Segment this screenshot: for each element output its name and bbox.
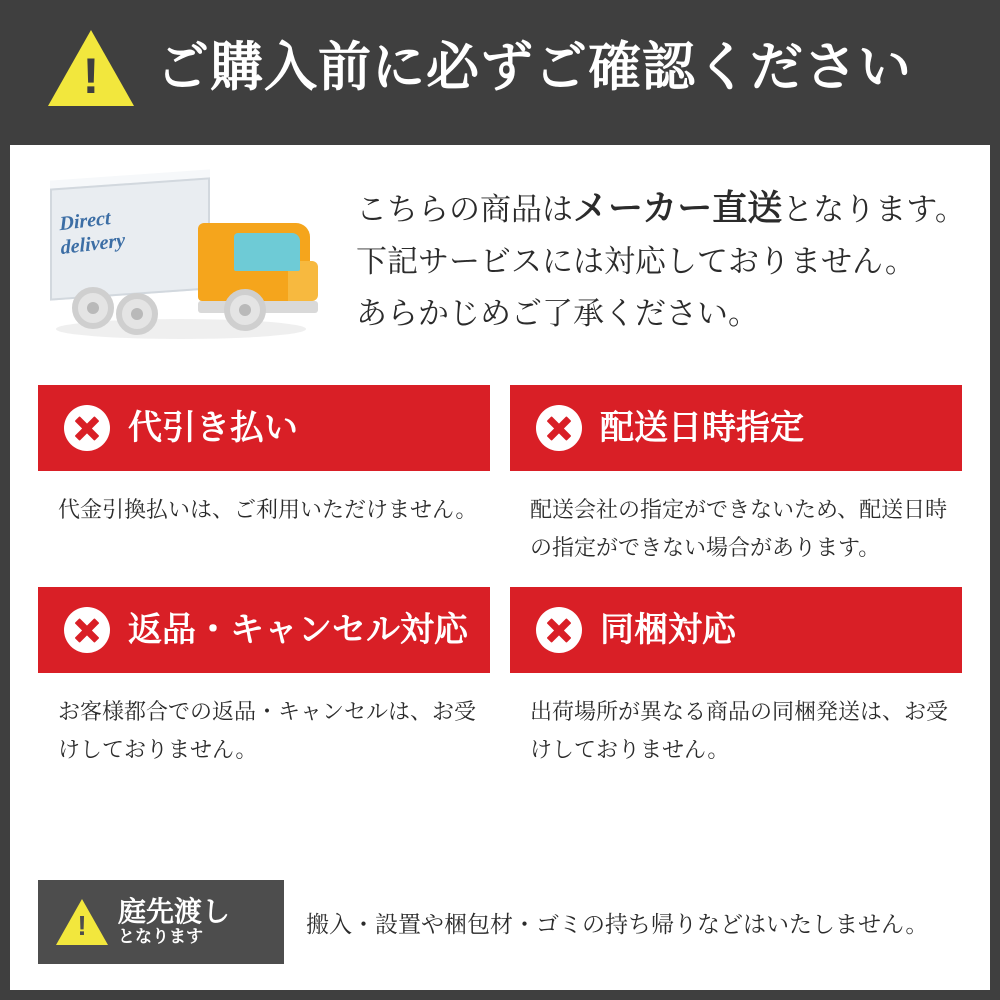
card-title: 同梱対応 [600, 611, 736, 649]
card-header [38, 385, 490, 471]
footer-label-line1: 庭先渡し [118, 896, 231, 928]
intro-line1-strong: メーカー直送 [573, 188, 783, 228]
delivery-truck-icon [38, 161, 328, 361]
footer-label-line2: となります [118, 927, 203, 947]
footer-label [38, 880, 284, 964]
x-mark-icon [64, 607, 110, 653]
truck-label-line1: Direct [58, 207, 112, 236]
card-body: 出荷場所が異なる商品の同梱発送は、お受けしておりません。 [530, 699, 949, 762]
card-header [38, 587, 490, 673]
restriction-card-cod [38, 385, 490, 573]
page-title: ご購入前に必ずご確認ください [156, 37, 912, 97]
truck-label-line2: delivery [60, 229, 126, 260]
card-title: 配送日時指定 [600, 409, 804, 447]
intro-line3: あらかじめご了承ください。 [356, 295, 759, 331]
page-header [0, 0, 1000, 135]
card-title: 返品・キャンセル対応 [128, 611, 468, 649]
warning-triangle-icon: ! [56, 899, 108, 945]
content-frame [0, 135, 1000, 1000]
card-title: 代引き払い [128, 409, 298, 447]
x-mark-icon [64, 405, 110, 451]
restriction-cards [38, 385, 962, 789]
footer-note [38, 880, 962, 964]
x-mark-icon [536, 405, 582, 451]
card-body: 代金引換払いは、ご利用いただけません。 [58, 497, 478, 522]
restriction-card-delivery-date [510, 385, 962, 573]
x-mark-icon [536, 607, 582, 653]
card-header [510, 587, 962, 673]
restriction-card-returns [38, 587, 490, 775]
intro-line1-prefix: こちらの商品は [356, 191, 573, 227]
restriction-card-bundling [510, 587, 962, 775]
warning-triangle-icon: ! [48, 30, 134, 106]
intro-text [356, 183, 966, 340]
intro-line1-suffix: となります。 [782, 191, 966, 227]
card-header [510, 385, 962, 471]
intro-section [10, 145, 990, 377]
card-body: 配送会社の指定ができないため、配送日時の指定ができない場合があります。 [530, 497, 948, 560]
footer-note-text: 搬入・設置や梱包材・ゴミの持ち帰りなどはいたしません。 [284, 880, 962, 964]
intro-line2: 下記サービスには対応しておりません。 [356, 243, 916, 279]
card-body: お客様都合での返品・キャンセルは、お受けしておりません。 [58, 699, 477, 762]
